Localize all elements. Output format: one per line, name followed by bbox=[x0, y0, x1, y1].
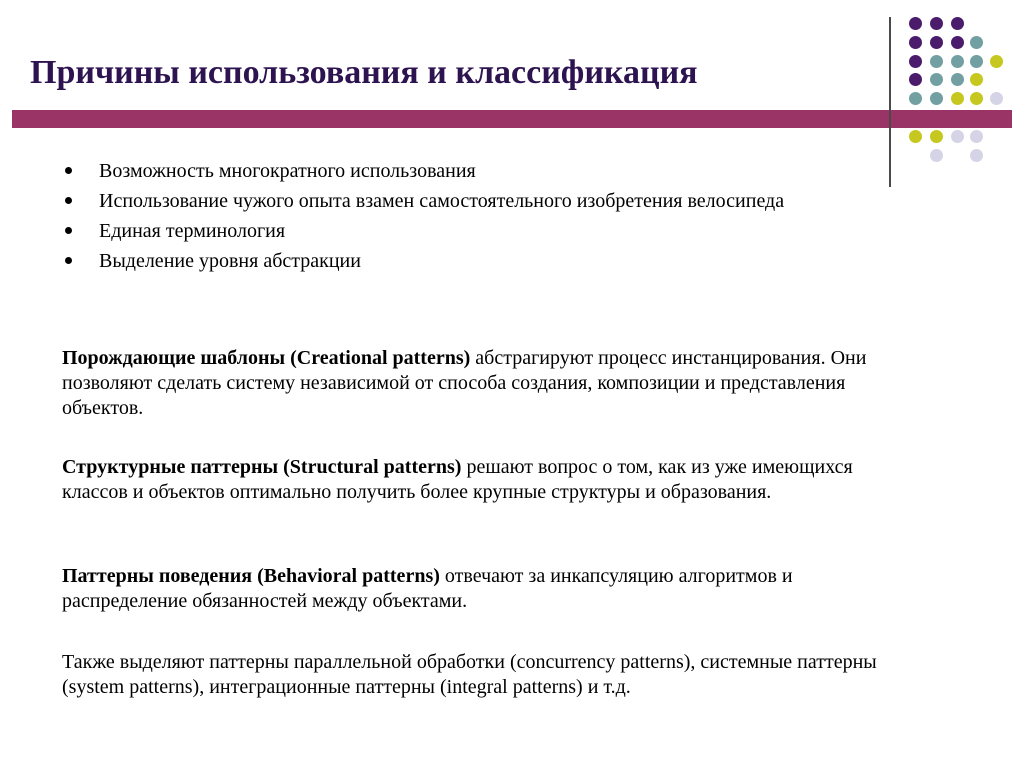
paragraph-heading: Порождающие шаблоны (Creational patterns) bbox=[62, 347, 471, 369]
decorative-dot bbox=[909, 130, 922, 143]
decorative-dot bbox=[990, 92, 1003, 105]
other-patterns-paragraph bbox=[62, 650, 892, 700]
creational-patterns-paragraph bbox=[62, 346, 892, 421]
paragraph-text: абстрагируют процесс инстанцирования. Они позволяют сделать систему независимой от способа создания, композиции и представления объектов. bbox=[62, 347, 867, 419]
decorative-dot bbox=[990, 55, 1003, 68]
bullet-item: Использование чужого опыта взамен самостоятельного изобретения велосипеда bbox=[62, 190, 882, 213]
decorative-dot bbox=[909, 55, 922, 68]
decorative-dot bbox=[930, 149, 943, 162]
bullet-item: Выделение уровня абстракции bbox=[62, 250, 882, 273]
decorative-dot bbox=[970, 92, 983, 105]
structural-patterns-paragraph bbox=[62, 455, 892, 505]
decorative-dot bbox=[930, 130, 943, 143]
slide-title: Причины использования и классификация bbox=[30, 54, 698, 91]
decorative-dot bbox=[909, 17, 922, 30]
decorative-vertical-line bbox=[889, 17, 891, 187]
decorative-dot bbox=[951, 17, 964, 30]
reasons-bullet-list bbox=[62, 160, 882, 280]
decorative-dot bbox=[951, 130, 964, 143]
decorative-dot bbox=[930, 55, 943, 68]
decorative-dot bbox=[909, 36, 922, 49]
paragraph-text: отвечают за инкапсуляцию алгоритмов и распределение обязанностей между объектами. bbox=[62, 565, 793, 612]
paragraph-heading: Паттерны поведения (Behavioral patterns) bbox=[62, 565, 440, 587]
decorative-dot bbox=[909, 92, 922, 105]
decorative-dot bbox=[930, 73, 943, 86]
title-underline-bar bbox=[12, 110, 1012, 128]
decorative-dot bbox=[970, 130, 983, 143]
decorative-dot bbox=[970, 55, 983, 68]
decorative-dot bbox=[930, 92, 943, 105]
paragraph-heading: Структурные паттерны (Structural patterns) bbox=[62, 456, 462, 478]
decorative-dot bbox=[970, 73, 983, 86]
decorative-dot bbox=[970, 149, 983, 162]
decorative-dot bbox=[951, 36, 964, 49]
paragraph-text: решают вопрос о том, как из уже имеющихся классов и объектов оптимально получить более крупные структуры и образования. bbox=[62, 456, 853, 503]
decorative-dot bbox=[930, 36, 943, 49]
paragraph-text: Также выделяют паттерны параллельной обработки (concurrency patterns), системные паттерны (system patterns), интеграционные паттерны (integral patterns) и т.д. bbox=[62, 651, 877, 698]
decorative-dot bbox=[951, 92, 964, 105]
decorative-dot bbox=[930, 17, 943, 30]
bullet-item: Единая терминология bbox=[62, 220, 882, 243]
decorative-dot bbox=[970, 36, 983, 49]
decorative-dot bbox=[909, 73, 922, 86]
behavioral-patterns-paragraph bbox=[62, 564, 892, 614]
decorative-dot bbox=[951, 73, 964, 86]
decorative-dot bbox=[951, 55, 964, 68]
bullet-item: Возможность многократного использования bbox=[62, 160, 882, 183]
